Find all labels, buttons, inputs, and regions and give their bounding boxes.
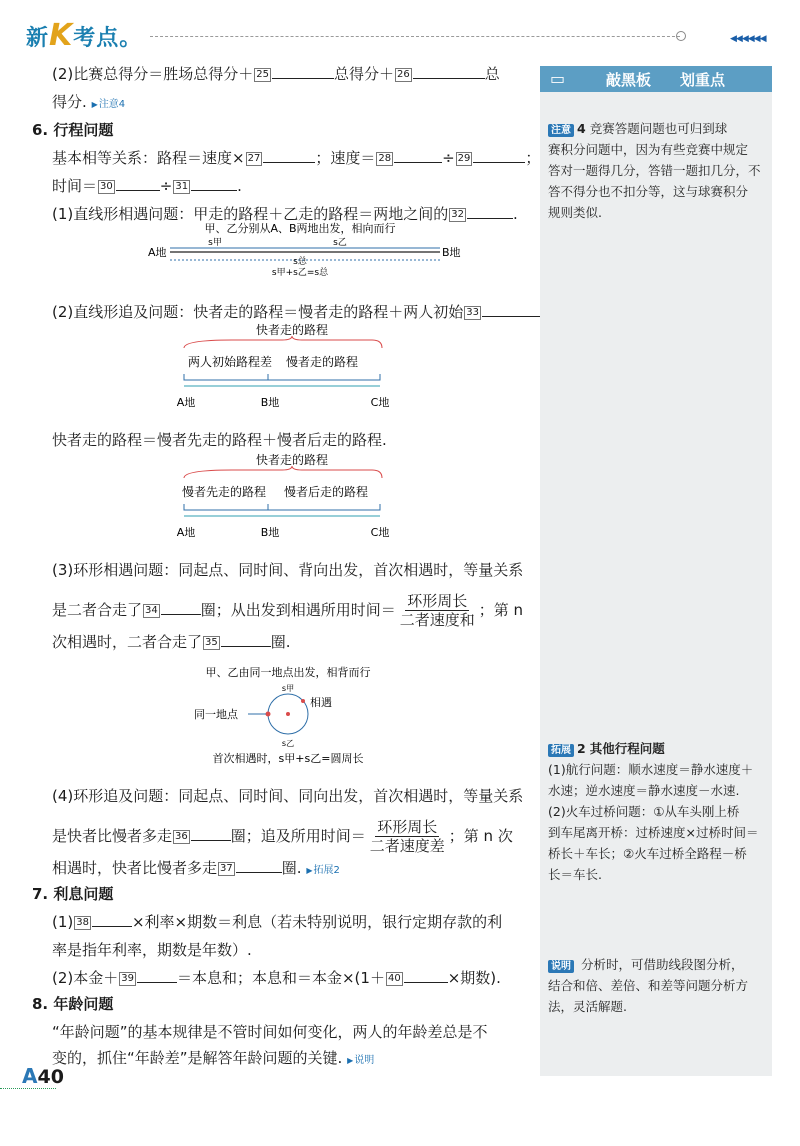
note-line — [548, 118, 770, 139]
section-heading: 6. 行程问题 — [32, 121, 114, 139]
line-circle-meet-3 — [52, 628, 291, 656]
text: ； — [525, 149, 541, 167]
segment-ab — [184, 374, 268, 380]
segment-bc — [268, 374, 380, 380]
explain-ref-link[interactable]: ▶ 说明 — [347, 1055, 374, 1066]
answer-blank[interactable] — [263, 146, 315, 163]
blank-number: 30 — [100, 180, 113, 192]
label-fast-distance: 快者走的路程 — [255, 323, 329, 337]
line-score-cont — [52, 88, 125, 119]
text: (1)直线形相遇问题：甲走的路程＋乙走的路程＝两地之间的 — [52, 205, 449, 223]
label-b: B地 — [260, 526, 280, 539]
blank-number: 31 — [175, 180, 189, 192]
line-circle-meet-2 — [52, 592, 523, 629]
note-ref-link[interactable]: ▶ 注意4 — [92, 99, 126, 110]
explain-text: 分析时，可借助线段图分析， — [580, 957, 744, 972]
blank-number: 28 — [378, 152, 392, 164]
text: . — [513, 205, 518, 223]
note-number: 4 — [577, 121, 586, 136]
center-dot — [286, 712, 290, 716]
brace-top — [184, 466, 382, 478]
ext-tag: 拓展 — [548, 744, 574, 757]
sidebar-extension — [548, 738, 770, 885]
meet-point — [301, 699, 305, 703]
logo-text-b: 考点。 — [73, 26, 143, 51]
label-equation: 首次相遇时，s甲+s乙=圆周长 — [212, 752, 364, 765]
text: ÷ — [159, 177, 173, 195]
answer-blank[interactable] — [482, 300, 540, 317]
footer-divider — [0, 1088, 56, 1089]
logo-text-a: 新 — [26, 26, 50, 51]
sidebar-explain — [548, 954, 770, 1017]
blank-number: 29 — [457, 152, 471, 164]
text: 圈；追及所用时间＝ — [230, 827, 366, 845]
denominator: 二者速度差 — [369, 837, 445, 855]
text: 变的，抓住“年龄差”是解答年龄问题的关键. — [52, 1049, 343, 1067]
blank-number: 38 — [76, 916, 89, 928]
sidebar-note — [548, 118, 770, 223]
answer-blank[interactable] — [413, 62, 485, 79]
blank-number: 34 — [145, 604, 158, 616]
line-circle-chase-2 — [52, 818, 513, 855]
line-basic-relation — [52, 144, 540, 172]
label-meet: 相遇 — [310, 696, 332, 709]
explain-text: 结合和倍、差倍、和差等问题分析方 — [548, 978, 749, 993]
text: (2)比赛总得分＝胜场总得分＋ — [52, 65, 254, 83]
label-equation: s甲+s乙=s总 — [271, 268, 329, 278]
text: 圈；从出发到相遇所用时间＝ — [200, 601, 396, 619]
text: 总得分＋ — [333, 65, 394, 83]
answer-blank[interactable] — [236, 856, 282, 873]
page-number-text: 40 — [37, 1066, 64, 1088]
diagram-linear-meet — [140, 220, 461, 278]
text: 圈. — [270, 633, 291, 651]
blank-number: 33 — [466, 306, 479, 318]
note-text: 赛积分问题中，因为有些竞赛中规定 — [548, 142, 749, 157]
diagram-slow-split — [172, 452, 412, 542]
numerator: 环形周长 — [377, 818, 438, 836]
ext-text: (1)航行问题：顺水速度＝静水速度＋ — [548, 762, 754, 777]
text: ；速度＝ — [315, 149, 376, 167]
note-text: 答对一题得几分，答错一题扣几分，不 — [548, 163, 761, 178]
answer-blank[interactable] — [467, 202, 513, 219]
brace-top — [184, 336, 382, 348]
denominator: 二者速度和 — [399, 611, 475, 629]
note-text: 竞赛答题问题也可归到球 — [589, 121, 728, 136]
answer-blank[interactable] — [137, 966, 177, 983]
text: (1) — [52, 913, 74, 931]
page-letter-icon: A — [22, 1064, 38, 1088]
logo-text-k: K — [49, 18, 74, 53]
start-point — [266, 712, 271, 717]
page-number — [22, 1064, 64, 1088]
line-interest-2: 率是指年利率，期数是年数）. — [52, 941, 252, 959]
answer-blank[interactable] — [116, 174, 160, 191]
blank-number: 35 — [205, 636, 218, 648]
text: 总 — [484, 65, 500, 83]
diagram-linear-chase — [172, 322, 412, 412]
label-c: C地 — [370, 396, 390, 409]
blank-number: 39 — [121, 972, 134, 984]
text: 时间＝ — [52, 177, 98, 195]
text: 相遇时，快者比慢者多走 — [52, 859, 218, 877]
answer-blank[interactable] — [473, 146, 525, 163]
blank-number: 25 — [256, 68, 269, 80]
label-a: A地 — [148, 246, 167, 259]
ext-number: 2 — [577, 741, 586, 756]
section-heading: 7. 利息问题 — [32, 885, 114, 903]
text: 圈. — [281, 859, 302, 877]
note-text: 规则类似. — [548, 205, 602, 220]
answer-blank[interactable] — [394, 146, 442, 163]
numerator: 环形周长 — [407, 592, 468, 610]
ext-text: 水速；逆水速度＝静水速度－水速. — [548, 783, 740, 798]
blackboard-icon: ▭ — [550, 69, 566, 88]
text: (2)直线形追及问题：快者走的路程＝慢者走的路程＋两人初始 — [52, 303, 464, 321]
label-slow-later: 慢者后走的路程 — [283, 485, 369, 499]
text: ×利率×期数＝利息（若未特别说明，银行定期存款的利 — [131, 913, 503, 931]
line-circle-chase: (4)环形追及问题：同起点、同时间、同向出发，首次相遇时，等量关系 — [52, 787, 524, 805]
blank-number: 37 — [220, 862, 233, 874]
segment-ab — [184, 504, 268, 510]
header-circle-icon — [676, 31, 686, 41]
header-divider — [150, 36, 680, 37]
ext-title: 其他行程问题 — [589, 741, 665, 756]
label-slow-first: 慢者先走的路程 — [181, 485, 267, 499]
label-s-zong: s总 — [293, 257, 307, 267]
line-total-score — [52, 60, 500, 88]
label-s-yi: s乙 — [281, 739, 295, 748]
line-interest-3 — [52, 964, 501, 992]
diagram-caption: 甲、乙由同一地点出发，相背而行 — [205, 666, 371, 679]
fraction — [368, 818, 447, 855]
text: ÷ — [442, 149, 455, 167]
label-start: 同一地点 — [194, 708, 238, 721]
header-arrows-icon: ◀◀◀◀◀◀ — [730, 34, 766, 44]
ext-text: 长＝车长. — [548, 867, 602, 882]
label-c: C地 — [370, 526, 390, 539]
blank-number: 26 — [397, 68, 410, 80]
text: 得分. — [52, 93, 87, 111]
text: ＝本息和；本息和＝本金×(1＋ — [176, 969, 385, 987]
fraction — [398, 592, 477, 629]
segment-bc — [268, 504, 380, 510]
label-s-jia: s甲 — [281, 684, 295, 693]
label-fast-distance: 快者走的路程 — [255, 453, 329, 467]
text: 基本相等关系：路程＝速度× — [52, 149, 245, 167]
label-slow-distance: 慢者走的路程 — [285, 355, 359, 369]
text: 次相遇时，二者合走了 — [52, 633, 203, 651]
section-heading: 8. 年龄问题 — [32, 995, 114, 1013]
ext-header — [548, 738, 770, 759]
line-circle-meet: (3)环形相遇问题：同起点、同时间、背向出发，首次相遇时，等量关系 — [52, 561, 524, 579]
blank-number: 36 — [175, 830, 188, 842]
explain-text: 法，灵活解题. — [548, 999, 627, 1014]
blank-number: 40 — [387, 972, 401, 984]
text: ×期数). — [447, 969, 501, 987]
explain-tag: 说明 — [548, 960, 574, 973]
text: ；第 n — [478, 601, 524, 619]
answer-blank[interactable] — [272, 62, 334, 79]
blank-number: 32 — [451, 208, 464, 220]
label-s-yi: s乙 — [333, 238, 347, 248]
line-time — [52, 172, 242, 200]
label-initial-gap: 两人初始路程差 — [187, 355, 273, 369]
blank-number: 27 — [247, 152, 261, 164]
sidebar-title-b: 划重点 — [680, 71, 726, 89]
label-a: A地 — [176, 526, 196, 539]
diagram-caption: 甲、乙分别从A、B两地出发，相向而行 — [204, 222, 396, 235]
ext-text: 桥长＋车长；②火车过桥全路程－桥 — [548, 846, 747, 861]
label-b: B地 — [442, 246, 461, 259]
sidebar-header — [540, 66, 772, 92]
answer-blank[interactable] — [221, 630, 271, 647]
line-interest-1 — [52, 908, 502, 936]
text: (2)本金＋ — [52, 969, 119, 987]
extension-ref-link[interactable]: ▶ 拓展2 — [306, 865, 340, 876]
answer-blank[interactable] — [161, 598, 201, 615]
line-age-2 — [52, 1044, 374, 1075]
line-age-1: “年龄问题”的基本规律是不管时间如何变化，两人的年龄差总是不 — [52, 1023, 488, 1041]
ext-text: (2)火车过桥问题：①从车头刚上桥 — [548, 804, 740, 819]
text: 是快者比慢者多走 — [52, 827, 173, 845]
main-content — [32, 60, 541, 1070]
sidebar-title-a: 敲黑板 — [606, 71, 652, 89]
label-b: B地 — [260, 396, 280, 409]
text: . — [237, 177, 242, 195]
text: 是二者合走了 — [52, 601, 143, 619]
diagram-circle — [172, 664, 432, 766]
answer-blank[interactable] — [404, 966, 448, 983]
label-s-jia: s甲 — [208, 238, 222, 248]
answer-blank[interactable] — [191, 174, 237, 191]
book-logo — [26, 18, 142, 53]
line-fast-eq: 快者走的路程＝慢者先走的路程＋慢者后走的路程. — [52, 431, 387, 449]
ext-text: 到车尾离开桥：过桥速度×过桥时间＝ — [548, 825, 759, 840]
explain-line — [548, 954, 770, 975]
label-a: A地 — [176, 396, 196, 409]
answer-blank[interactable] — [92, 910, 132, 927]
note-text: 答不得分也不扣分等，这与球赛积分 — [548, 184, 749, 199]
text: ；第 n 次 — [448, 827, 513, 845]
note-tag: 注意 — [548, 124, 574, 137]
answer-blank[interactable] — [191, 824, 231, 841]
